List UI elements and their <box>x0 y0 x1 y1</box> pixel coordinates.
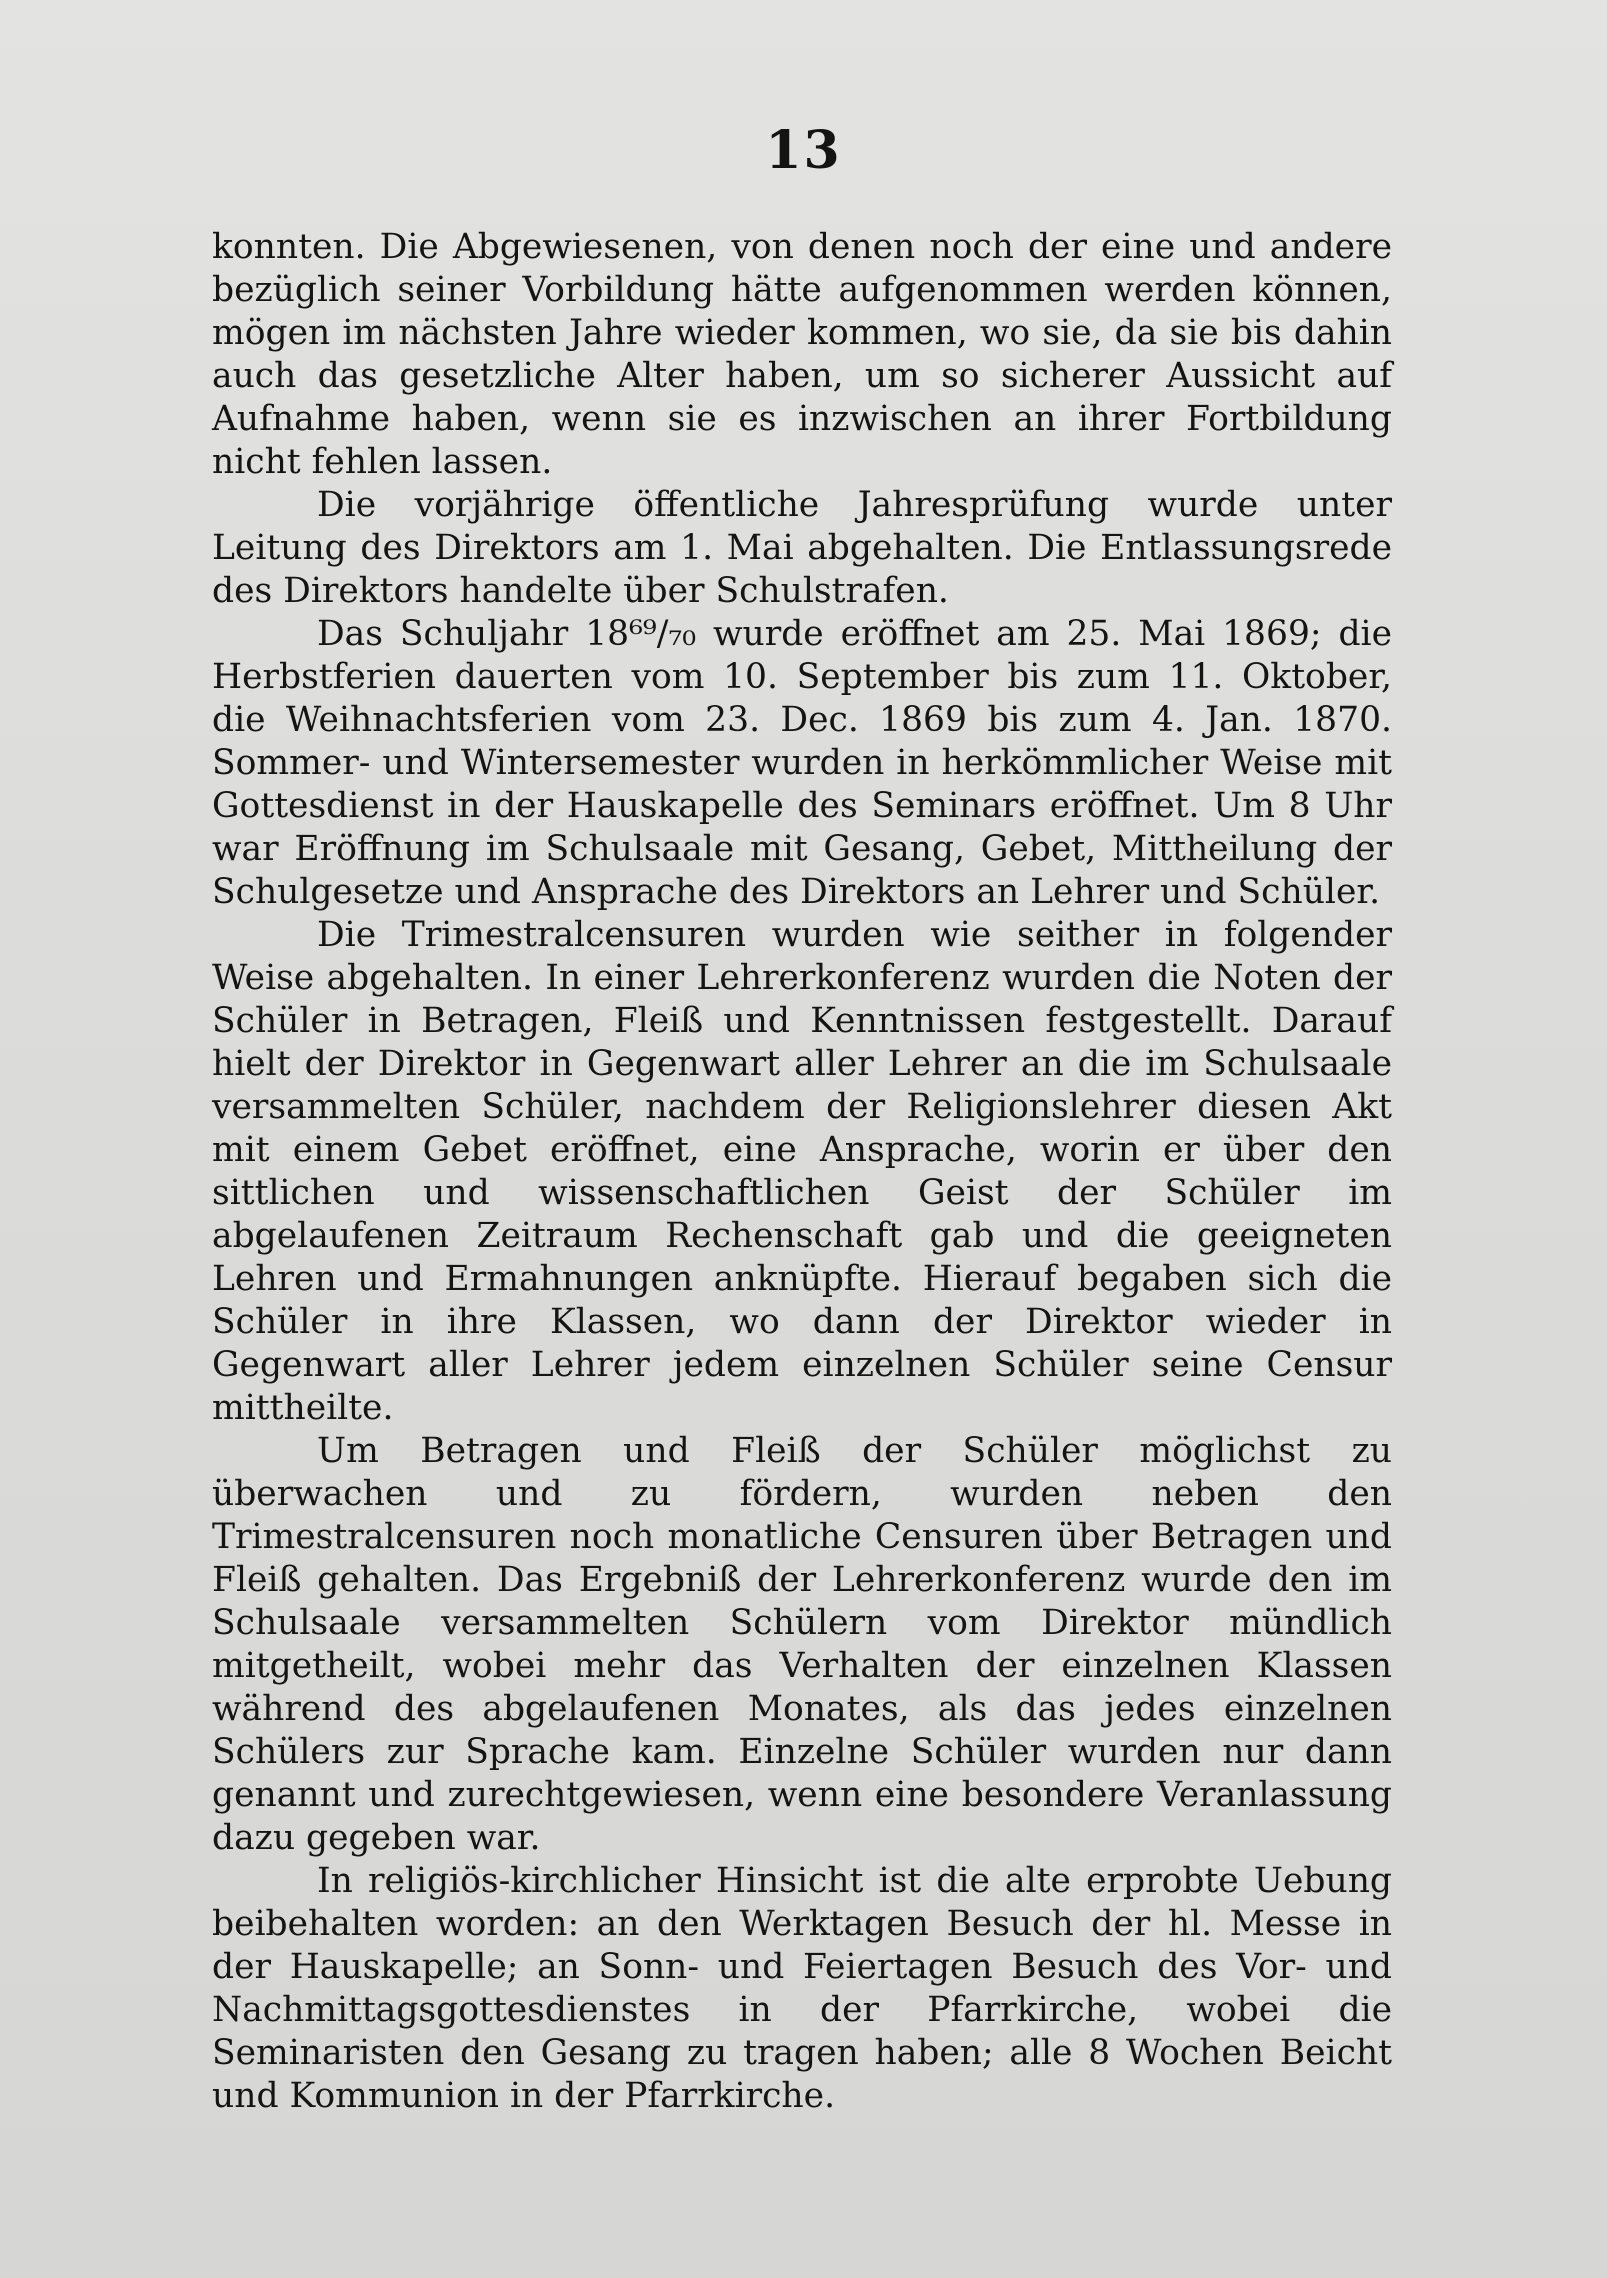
page-number: 13 <box>765 120 842 181</box>
paragraph-school-year: Das Schuljahr 18⁶⁹/₇₀ wurde eröffnet am 25. Mai 1869; die Herbstferien dauerten vom 10. September bis zum 11. Oktober, die Weihnachtsferien vom 23. Dec. 1869 bis zum 4. Jan. 1870. Sommer- und Wintersemester wurden in herkömmlicher Weise mit Gottesdienst in der Hauskapelle des Seminars eröffnet. Um 8 Uhr war Eröffnung im Schulsaale mit Gesang, Gebet, Mittheilung der Schulgesetze und Ansprache des Direktors an Lehrer und Schüler. <box>212 614 1392 912</box>
paragraph-religious-practice: In religiös-kirchlicher Hinsicht ist die alte erprobte Uebung beibehalten worden: an den Werktagen Besuch der hl. Messe in der Hauskapelle; an Sonn- und Feiertagen Besuch des Vor- und Nachmittagsgottesdienstes in der Pfarrkirche, wobei die Seminaristen den Gesang zu tragen haben; alle 8 Wochen Beicht und Kommunion in der Pfarrkirche. <box>212 1861 1392 2116</box>
paragraph-trimester-grades: Die Trimestralcensuren wurden wie seither in folgender Weise abgehalten. In einer Lehrerkonferenz wurden die Noten der Schüler in Betragen, Fleiß und Kenntnissen festgestellt. Darauf hielt der Direktor in Gegenwart aller Lehrer an die im Schulsaale versammelten Schüler, nachdem der Religionslehrer diesen Akt mit einem Gebet eröffnet, eine Ansprache, worin er über den sittlichen und wissenschaftlichen Geist der Schüler im abgelaufenen Zeitraum Rechenschaft gab und die geeigneten Lehren und Ermahnungen anknüpfte. Hierauf begaben sich die Schüler in ihre Klassen, wo dann der Direktor wieder in Gegenwart aller Lehrer jedem einzelnen Schüler seine Censur mittheilte. <box>212 915 1392 1428</box>
paragraph-annual-exam: Die vorjährige öffentliche Jahresprüfung wurde unter Leitung des Direktors am 1. Mai abgehalten. Die Entlassungsrede des Direktors handelte über Schulstrafen. <box>212 485 1392 611</box>
body-text <box>212 226 1392 2118</box>
paragraph-continuation: konnten. Die Abgewiesenen, von denen noch der eine und andere bezüglich seiner Vorbildung hätte aufgenommen werden können, mögen im nächsten Jahre wieder kommen, wo sie, da sie bis dahin auch das gesetzliche Alter haben, um so sicherer Aussicht auf Aufnahme haben, wenn sie es inzwischen an ihrer Fortbildung nicht fehlen lassen. <box>212 227 1392 482</box>
paragraph-monthly-grades: Um Betragen und Fleiß der Schüler möglichst zu überwachen und zu fördern, wurden neben den Trimestralcensuren noch monatliche Censuren über Betragen und Fleiß gehalten. Das Ergebniß der Lehrerkonferenz wurde den im Schulsaale versammelten Schülern vom Direktor mündlich mitgetheilt, wobei mehr das Verhalten der einzelnen Klassen während des abgelaufenen Monates, als das jedes einzelnen Schülers zur Sprache kam. Einzelne Schüler wurden nur dann genannt und zurechtgewiesen, wenn eine besondere Veranlassung dazu gegeben war. <box>212 1431 1392 1858</box>
